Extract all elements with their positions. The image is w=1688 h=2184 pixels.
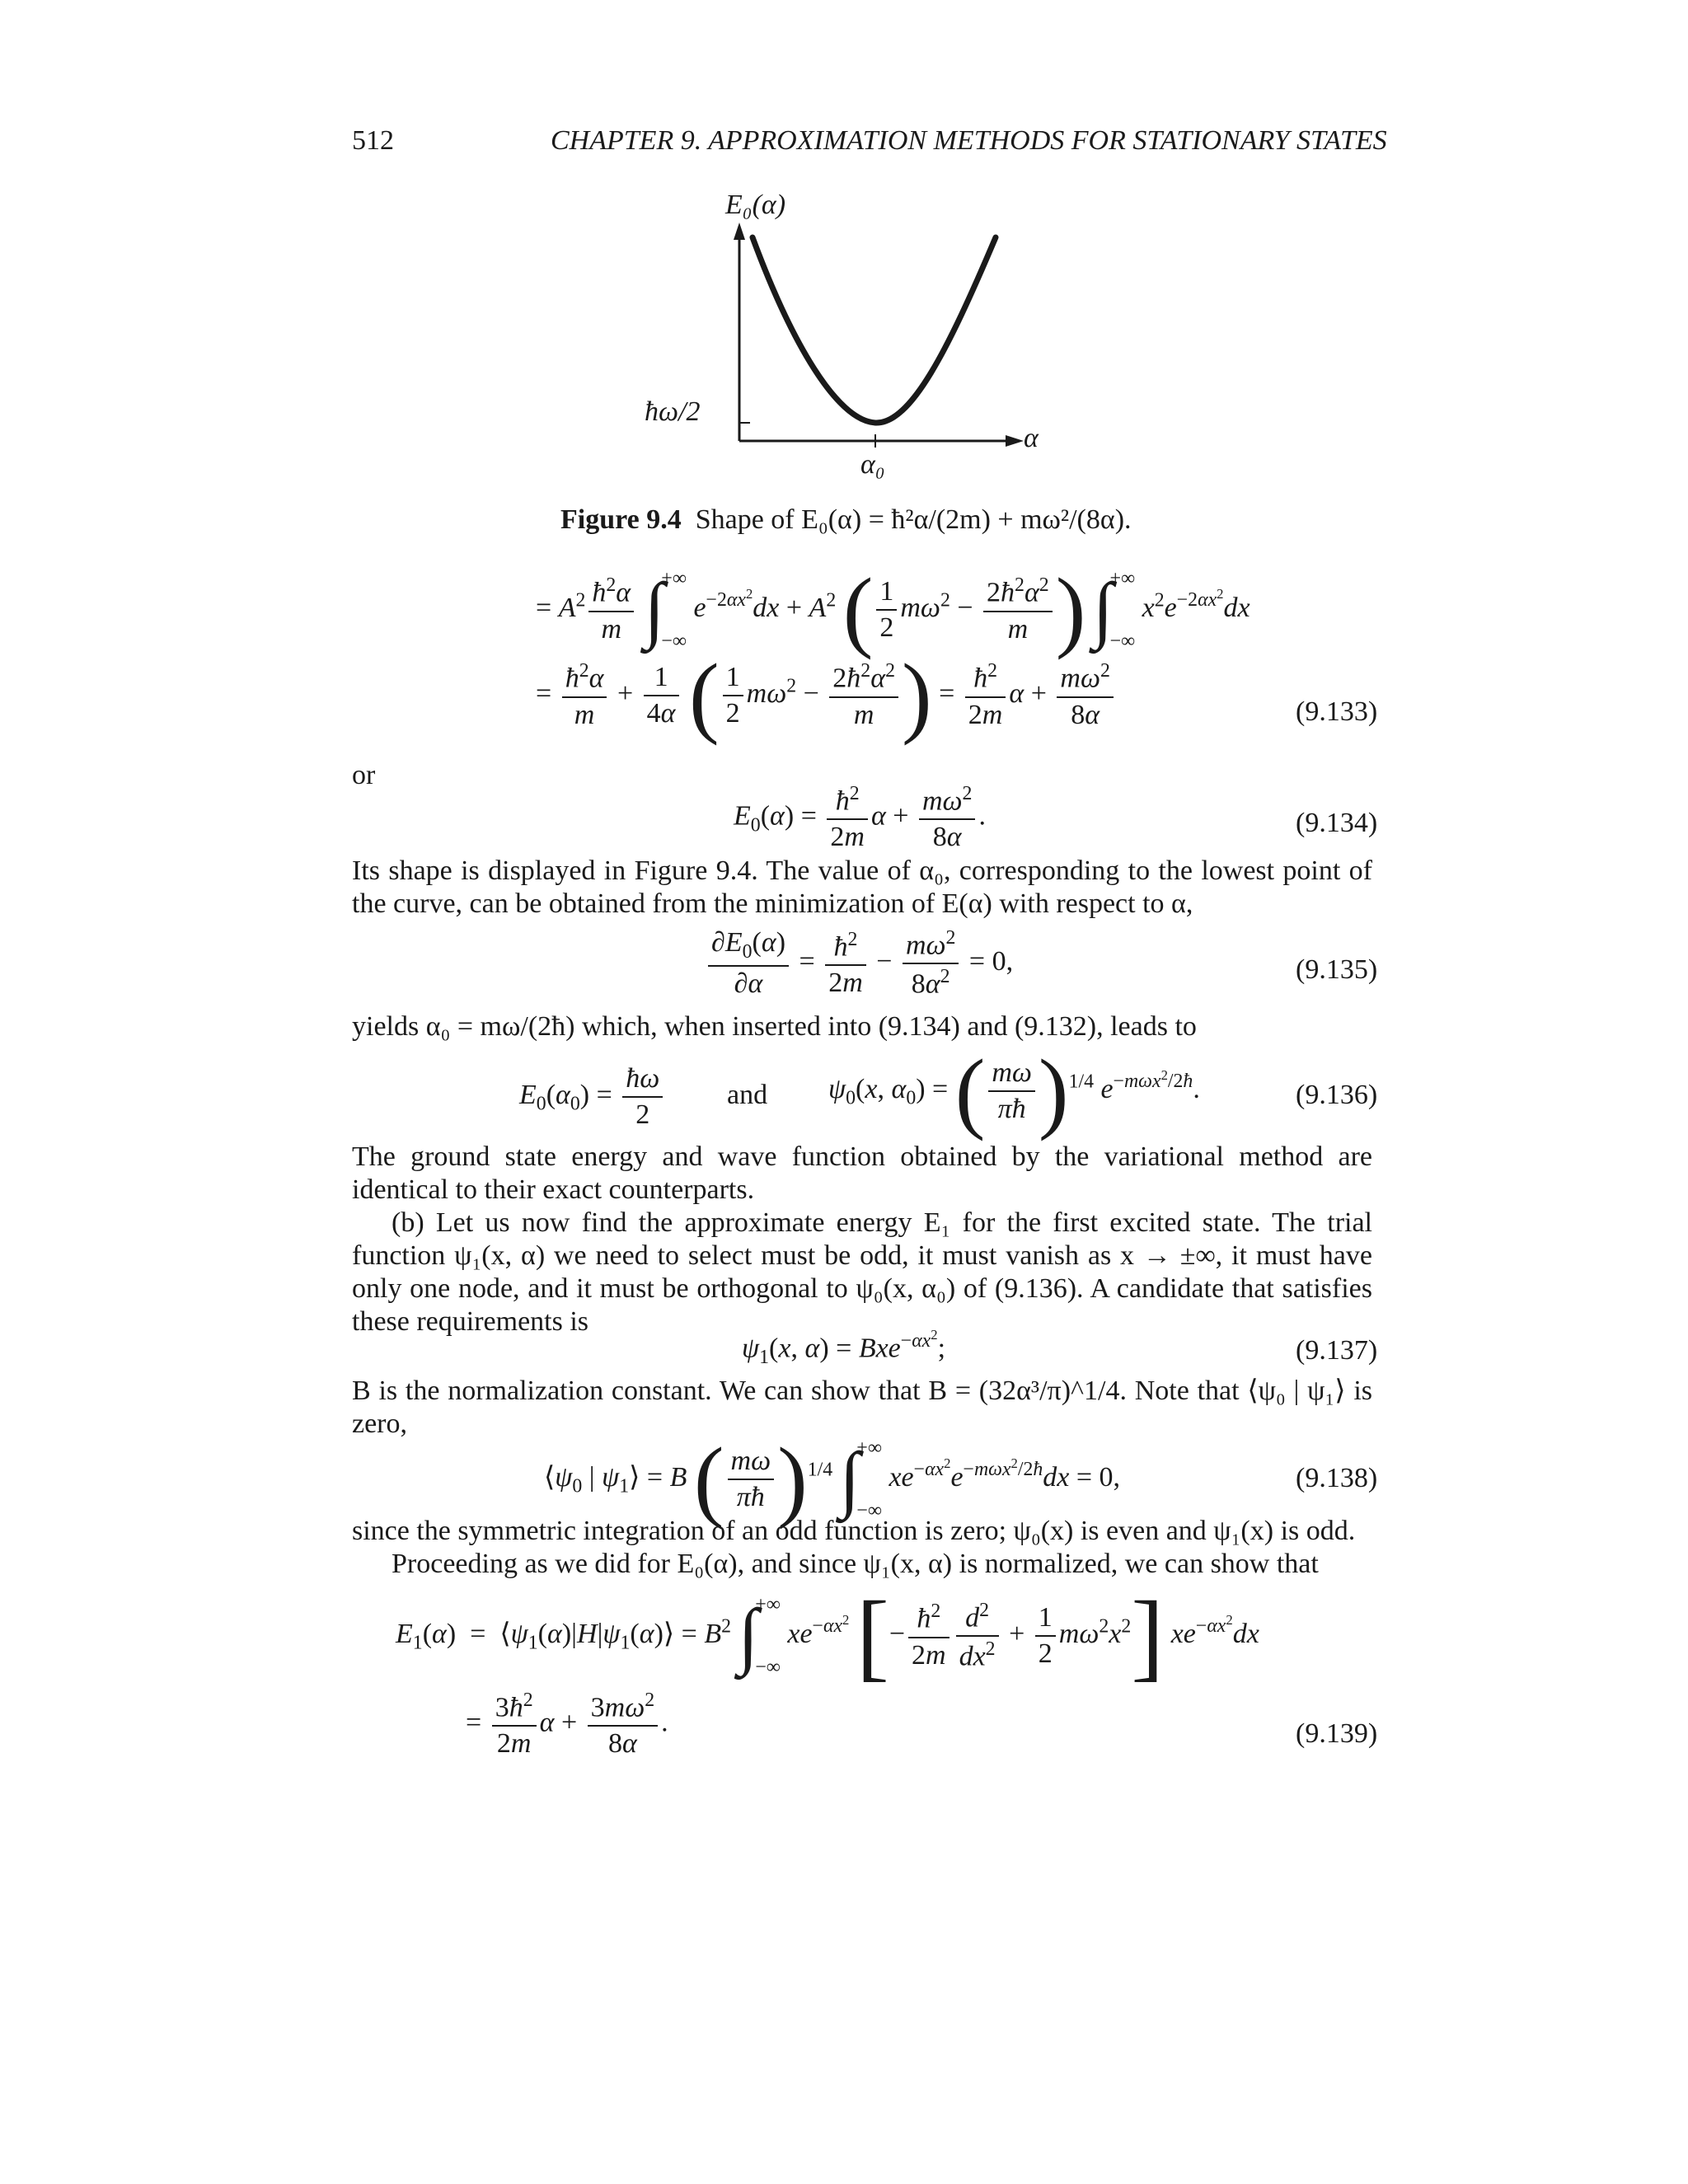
equation-9-133-line2: = $\frac{ħ^2\alpha}{m}$ + $\frac{1}{4\alpha}$ ( $\frac{1}{2}$ $m\omega^2$ − $\frac{2ħ^2\alpha^2}{m}$ ) = $\frac{ħ^2}{2m}$ α + $\frac{m\omega^2}{8\alpha}$ [536,659,1117,732]
figure-y-label: E₀(α) [725,190,786,220]
figure-caption-text: Shape of E₀(α) = ħ²α/(2m) + mω²/(8α). [695,504,1132,535]
equation-9-137: $\psi_1(x$, α) = Bxe$^{-\alpha x^2}$; [742,1327,946,1369]
figure-caption-label: Figure 9.4 [560,504,682,535]
equation-9-136-wavefunction: $\psi_0(x$, $\alpha_0$) = ( $\frac{m\omega}{\pi ħ}$ )$^{1/4}$ $e^{-m\omega x^2/2ħ}$. [828,1041,1200,1141]
paragraph-yields: yields α₀ = mω/(2ħ) which, when inserted into (9.134) and (9.132), leads to [352,1011,1197,1042]
equation-number-9-134: (9.134) [1296,808,1378,838]
paragraph-ground-state: The ground state energy and wave function obtained by the variational method are identical to their exact counterparts. (b) Let us now find the approximate energy E₁ for the first excited state. The trial function ψ₁(x, α) we need to select must be odd, it must vanish as x → ±∞, it must have only one node, and it must be orthogonal to ψ₀(x, α₀) of (9.136). A candidate that satisfies these requirements is [352,1141,1372,1337]
equation-9-133-line1: = $A^2$ $\frac{ħ^2\alpha}{m}$ ∫ +∞ −∞ $e^{-2\alpha x^2}dx + A^2$ ( $\frac{1}{2}$ $m\omega^2$ − $\frac{2ħ^2\alpha^2}{m}$ ) ∫ +∞ −∞ $x^2e^{-2\alpha x^2}dx$ [536,560,1250,660]
word-or: or [352,760,376,790]
page-number: 512 [352,125,394,156]
equation-number-9-138: (9.138) [1296,1463,1378,1493]
paragraph-odd-function: since the symmetric integration of an odd function is zero; ψ₀(x) is even and ψ₁(x) is odd. Proceeding as we did for E₀(α), and since ψ₁(x, α) is normalized, we can show that [352,1515,1372,1581]
equation-number-9-135: (9.135) [1296,954,1378,985]
equation-9-138: $⟨\psi_0$ | $\psi_1⟩ = B$ ( $\frac{m\omega}{\pi ħ}$ )$^{1/4}$ ∫ +∞ −∞ $xe^{-\alpha x^2}e^{-m\omega x^2/2ħ}dx = 0$, [544,1429,1121,1530]
paragraph-normalization: B is the normalization constant. We can show that B = (32α³/π)^1/4. Note that ⟨ψ₀ | ψ₁⟩ is zero, [352,1376,1372,1439]
word-and: and [727,1080,768,1110]
figure-y-tick-label: ħω/2 [645,396,701,427]
figure-9-4 [643,185,1104,482]
equation-9-139-line2: = $\frac{3ħ^2}{2m}$ α + $\frac{3m\omega^2}{8\alpha}$ . [466,1690,668,1760]
equation-number-9-133: (9.133) [1296,696,1378,727]
equation-9-139-line1: $E_1(\alpha)$ = $⟨\psi_1(\alpha)|H|\psi_1(\alpha)⟩ = B^2$ ∫ +∞ −∞ $xe^{-\alpha x^2}$ [− $\frac{ħ^2}{2m}$ $\frac{d^2}{dx^2}$ + $\frac{1}{2}$ $m\omega^2x^2$] $xe^{-\alpha x^2}dx$ [396,1581,1259,1690]
paragraph-first-excited: (b) Let us now find the approximate energy E₁ for the first excited state. The trial function ψ₁(x, α) we need to select must be odd, it must vanish as x → ±∞, it must have only one node, and it must be orthogonal to ψ₀(x, α₀) of (9.136). A candidate that satisfies these requirements is [352,1207,1372,1337]
figure-caption [560,504,1132,536]
equation-9-134: $E_0(\alpha)$ = $\frac{ħ^2}{2m}$ α + $\frac{m\omega^2}{8\alpha}$ . [734,783,986,853]
equation-9-135: $\frac{\partial E_0(\alpha)}{\partial\alpha}$ = $\frac{ħ^2}{2m}$ − $\frac{m\omega^2}{8\alpha^2}$ = 0, [705,927,1013,1001]
paragraph-proceeding: Proceeding as we did for E₀(α), and since ψ₁(x, α) is normalized, we can show that [392,1549,1319,1579]
running-title: CHAPTER 9. APPROXIMATION METHODS FOR STATIONARY STATES [551,125,1387,156]
equation-number-9-136: (9.136) [1296,1080,1378,1110]
figure-x-label: α [1024,423,1039,453]
figure-x-tick-label: α₀ [860,449,885,480]
paragraph-shape: Its shape is displayed in Figure 9.4. The value of α₀, corresponding to the lowest point of the curve, can be obtained from the minimization of E(α) with respect to α, [352,855,1372,919]
equation-number-9-139: (9.139) [1296,1718,1378,1749]
equation-9-136-energy: $E_0(\alpha_0)$ = $\frac{ħ\omega}{2}$ [519,1063,666,1131]
equation-number-9-137: (9.137) [1296,1335,1378,1366]
